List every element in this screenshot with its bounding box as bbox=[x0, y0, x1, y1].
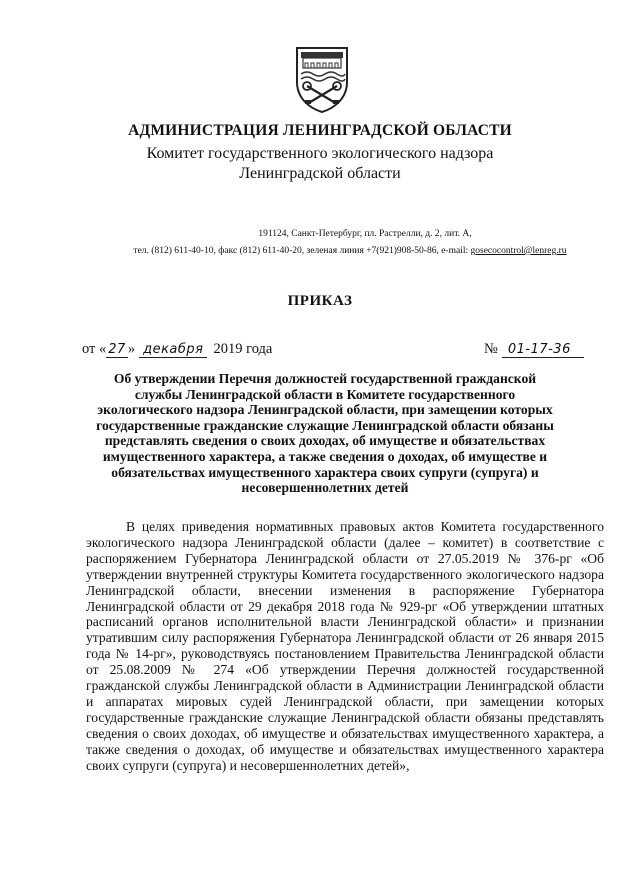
date-month-handwritten: декабря bbox=[139, 342, 207, 358]
document-title: Об утверждении Перечня должностей государственной гражданской службы Ленинградской области в Комитете государственного экологического надзора Ленинградской области, при замещении которых государственные гражданские служащие Ленинградской области обязаны представлять сведения о своих доходах, об имуществе и обязательствах имущественного характера, а также сведения о доходах, об имуществе и обязательствах имущественного характера своих супруги (супруга) и несовершеннолетних детей bbox=[96, 371, 554, 496]
date-prefix: от « bbox=[82, 341, 107, 357]
document-date bbox=[82, 341, 272, 358]
org-name-committee: Комитет государственного экологического надзора bbox=[146, 145, 494, 162]
org-name-region: Ленинградской области bbox=[239, 165, 401, 182]
contacts-line bbox=[100, 246, 600, 256]
org-name-primary: АДМИНИСТРАЦИЯ ЛЕНИНГРАДСКОЙ ОБЛАСТИ bbox=[128, 122, 512, 139]
document-number bbox=[484, 341, 584, 358]
document-body-paragraph: В целях приведения нормативных правовых актов Комитета государственного экологического надзора Ленинградской области (далее – комитет) в соответствие с распоряжением Губернатора Ленинградской области от 27.05.2019 № 376-рг «Об утверждении внутренней структуры Комитета государственного экологического надзора Ленинградской области, внесении изменения в распоряжение Губернатора Ленинградской области от 29 декабря 2018 года № 929-рг «Об утверждении штатных расписаний органов исполнительной власти Ленинградской области» и признании утратившим силу распоряжения Губернатора Ленинградской области от 26 января 2015 года № 14-рг», руководствуясь постановлением Правительства Ленинградской области от 25.08.2009 № 274 «Об утверждении Перечня должностей государственной гражданской службы Ленинградской области в Администрации Ленинградской области и аппаратах мировых судей Ленинградской области, при замещении которых государственные гражданские служащие Ленинградской области обязаны представлять сведения о своих доходах, об имуществе и обязательствах имущественного характера, а также сведения о доходах, об имуществе и обязательствах имущественного характера своих супруги (супруга) и несовершеннолетних детей», bbox=[86, 519, 604, 773]
contacts-phones: тел. (812) 611-40-10, факс (812) 611-40-20, зеленая линия +7(921)908-50-86, e-mail: bbox=[133, 246, 471, 256]
email-link[interactable]: gosecocontrol@lenreg.ru bbox=[470, 246, 567, 256]
date-year: 2019 года bbox=[213, 341, 273, 357]
coat-of-arms-emblem bbox=[293, 44, 351, 114]
date-day-handwritten: 27 bbox=[108, 342, 126, 357]
number-handwritten: 01-17-36 bbox=[502, 342, 584, 358]
date-quote-close: » bbox=[127, 341, 136, 357]
number-sign: № bbox=[484, 341, 498, 357]
document-type-heading: ПРИКАЗ bbox=[287, 293, 353, 309]
address-line: 191124, Санкт-Петербург, пл. Растрелли, д. 2, лит. А, bbox=[258, 229, 472, 239]
